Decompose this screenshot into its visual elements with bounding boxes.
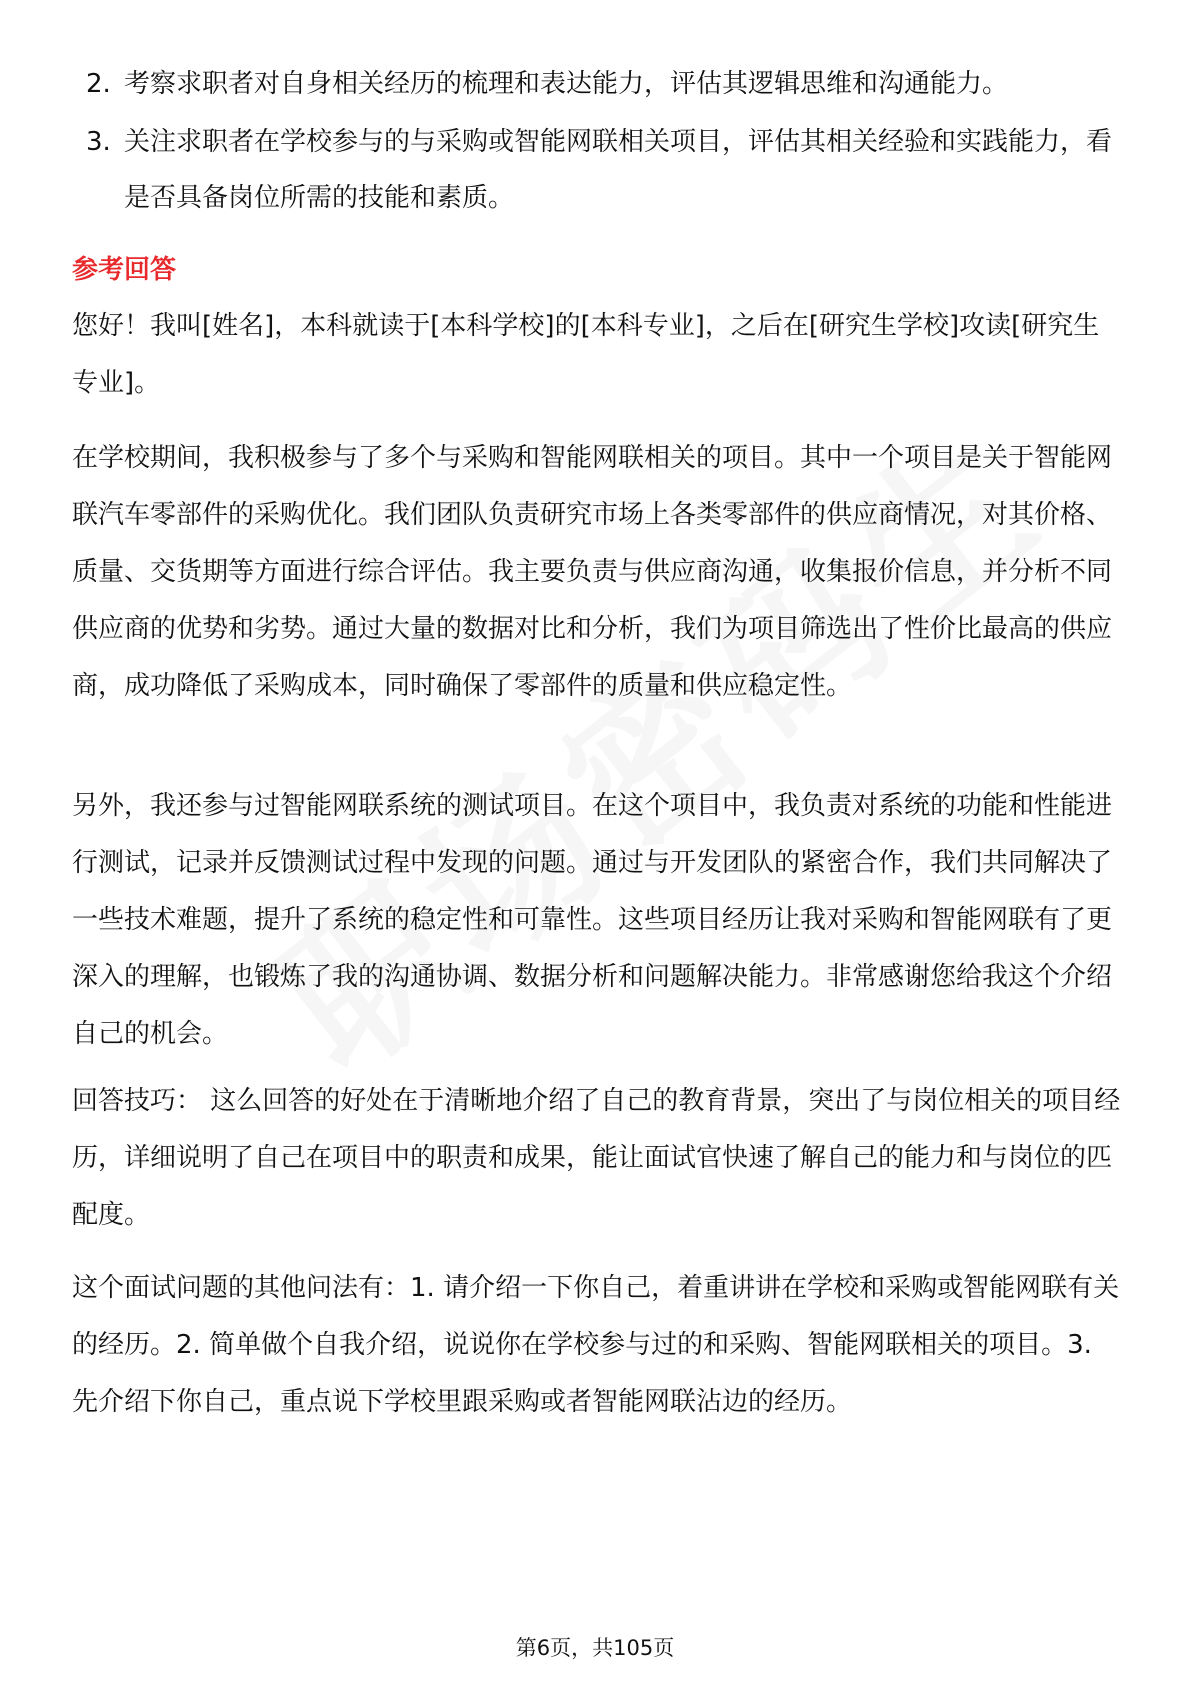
list-item-text: 考察求职者对自身相关经历的梳理和表达能力，评估其逻辑思维和沟通能力。 xyxy=(124,69,1009,99)
list-number: 3. xyxy=(86,127,111,157)
list-item xyxy=(72,56,1122,112)
list-number: 2. xyxy=(86,69,111,99)
reference-answer-heading: 参考回答 xyxy=(72,255,177,285)
answer-tips: 回答技巧： 这么回答的好处在于清晰地介绍了自己的教育背景，突出了与岗位相关的项目经历，详细说明了自己在项目中的职责和成果，能让面试官快速了解自己的能力和与岗位的匹配度。 xyxy=(72,1086,1121,1230)
list-item-text: 关注求职者在学校参与的与采购或智能网联相关项目，评估其相关经验和实践能力，看是否具备岗位所需的技能和素质。 xyxy=(124,127,1113,213)
answer-paragraph-project-2: 另外，我还参与过智能网联系统的测试项目。在这个项目中，我负责对系统的功能和性能进行测试，记录并反馈测试过程中发现的问题。通过与开发团队的紧密合作，我们共同解决了一些技术难题，提升了系统的稳定性和可靠性。这些项目经历让我对采购和智能网联有了更深入的理解，也锻炼了我的沟通协调、数据分析和问题解决能力。非常感谢您给我这个介绍自己的机会。 xyxy=(72,791,1113,1049)
list-item xyxy=(72,114,1122,226)
other-phrasings: 这个面试问题的其他问法有：1. 请介绍一下你自己，着重讲讲在学校和采购或智能网联有关的经历。2. 简单做个自我介绍，说说你在学校参与过的和采购、智能网联相关的项目。3. 先介绍下你自己，重点说下学校里跟采购或者智能网联沾边的经历。 xyxy=(72,1273,1120,1417)
answer-paragraph-project-1: 在学校期间，我积极参与了多个与采购和智能网联相关的项目。其中一个项目是关于智能网联汽车零部件的采购优化。我们团队负责研究市场上各类零部件的供应商情况，对其价格、质量、交货期等方面进行综合评估。我主要负责与供应商沟通，收集报价信息，并分析不同供应商的优势和劣势。通过大量的数据对比和分析，我们为项目筛选出了性价比最高的供应商，成功降低了采购成本，同时确保了零部件的质量和供应稳定性。 xyxy=(72,443,1113,701)
answer-paragraph-intro: 您好！我叫[姓名]，本科就读于[本科学校]的[本科专业]，之后在[研究生学校]攻读[研究生专业]。 xyxy=(72,311,1100,398)
intent-list xyxy=(72,56,1122,228)
page-number-footer: 第6页，共105页 xyxy=(515,1636,675,1660)
